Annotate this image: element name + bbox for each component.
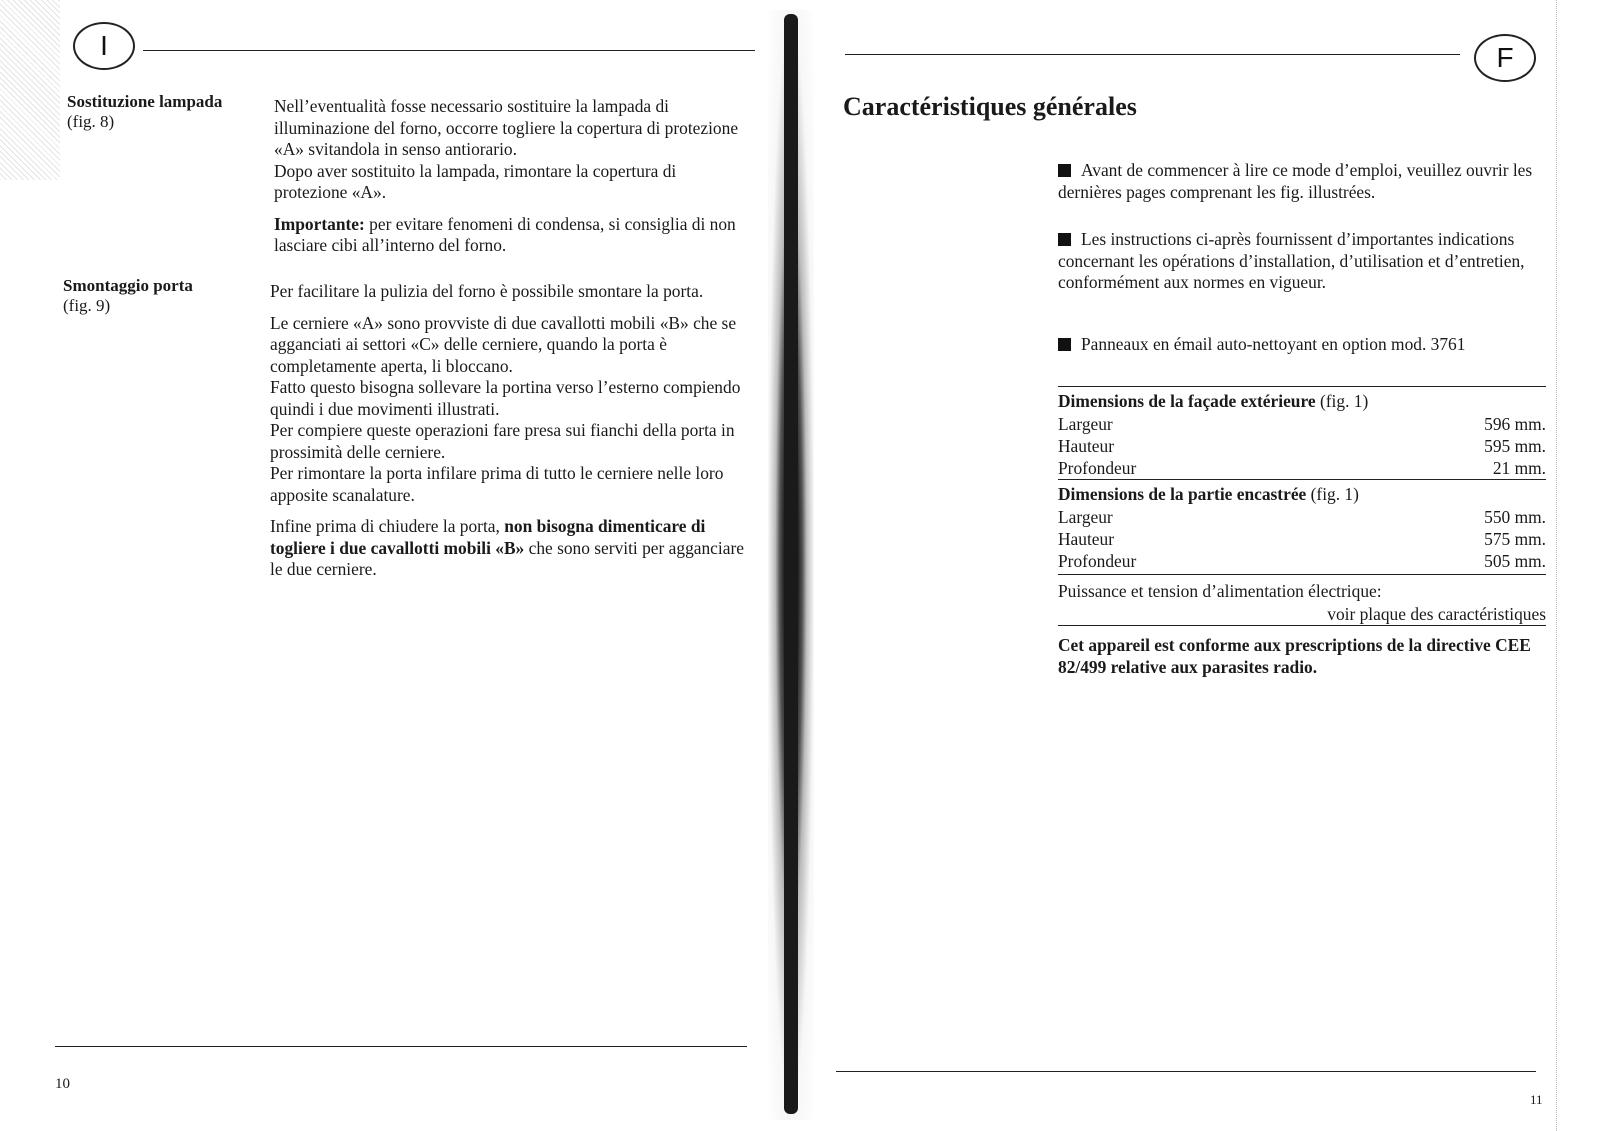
spec-value: 595 mm. <box>1484 436 1546 456</box>
important-label: Importante: <box>274 213 365 234</box>
paragraph: Per compiere queste operazioni fare presa sui fianchi della porta in prossimità delle cerniere. <box>270 420 735 462</box>
spec-row <box>1058 457 1546 479</box>
spec-label: Hauteur <box>1058 436 1115 456</box>
bullet-item <box>1058 160 1544 203</box>
spec-group-heading <box>1058 387 1546 413</box>
paragraph: Fatto questo bisogna sollevare la portina verso l’esterno compiendo quindi i due movimenti illustrati. <box>270 377 741 419</box>
paragraph: Per facilitare la pulizia del forno è possibile smontare la porta. <box>270 281 704 301</box>
spec-value: 21 mm. <box>1492 458 1546 478</box>
power-value: voir plaque des caractéristiques <box>1327 604 1546 624</box>
spec-fig: (fig. 1) <box>1319 391 1369 411</box>
heading-text: Sostituzione lampada <box>67 92 223 111</box>
square-bullet-icon <box>1058 233 1071 246</box>
final-paragraph <box>270 516 750 581</box>
conformity-note: Cet appareil est conforme aux prescriptions de la directive CEE 82/499 relative aux parasites radio. <box>1058 635 1531 677</box>
final-bold: non bisogna dimenticare di togliere i due cavallotti mobili «B» <box>270 516 706 558</box>
paragraph: Le cerniere «A» sono provviste di due cavallotti mobili «B» che se agganciati ai settori «C» delle cerniere, quando la porta è completamente aperta, li bloccano. <box>270 312 737 376</box>
bullet-item <box>1058 334 1558 356</box>
square-bullet-icon <box>1058 164 1071 177</box>
header-rule <box>845 54 1460 55</box>
power-label: Puissance et tension d’alimentation électrique: <box>1058 581 1382 601</box>
page-title: Caractéristiques générales <box>843 92 1137 121</box>
section-heading-lamp <box>67 92 257 132</box>
spec-value: 505 mm. <box>1484 551 1546 571</box>
fig-ref: (fig. 9) <box>63 296 111 315</box>
square-bullet-icon <box>1058 338 1071 351</box>
spec-label: Profondeur <box>1058 551 1137 571</box>
spec-group-heading <box>1058 480 1546 506</box>
paragraph: Nell’eventualità fosse necessario sostituire la lampada di illuminazione del forno, occorre togliere la copertura di protezione «A» svitandola in senso antiorario. <box>274 96 739 159</box>
spec-value: 550 mm. <box>1484 507 1546 527</box>
section-heading-door <box>63 276 253 316</box>
section-body-lamp <box>274 96 752 267</box>
footer-rule <box>55 1046 747 1047</box>
spec-row <box>1058 435 1546 457</box>
spec-table <box>1058 386 1546 678</box>
footer-rule <box>836 1071 1536 1072</box>
page-number: 10 <box>55 1076 70 1092</box>
bullet-item <box>1058 229 1544 294</box>
spec-fig: (fig. 1) <box>1310 484 1359 504</box>
bullet-text: Panneaux en émail auto-nettoyant en option mod. 3761 <box>1081 334 1466 354</box>
spec-row <box>1058 550 1546 572</box>
paragraph: Dopo aver sostituito la lampada, rimontare la copertura di protezione «A». <box>274 160 677 202</box>
spec-row <box>1058 506 1546 528</box>
spec-row <box>1058 528 1546 550</box>
spec-value: 575 mm. <box>1484 529 1546 549</box>
section-body-door <box>270 281 750 591</box>
header-rule <box>143 50 755 51</box>
spec-label: Hauteur <box>1058 529 1115 549</box>
page-number: 11 <box>1530 1092 1543 1107</box>
language-badge-italian: I <box>73 22 135 70</box>
book-gutter-spine <box>784 14 798 1114</box>
spec-label: Largeur <box>1058 414 1113 434</box>
page-edge <box>1556 0 1600 1131</box>
spec-label: Profondeur <box>1058 458 1137 478</box>
final-intro: Infine prima di chiudere la porta, <box>270 516 500 536</box>
scan-noise <box>0 0 60 180</box>
final-tail: che sono serviti per agganciare le due cerniere. <box>270 537 744 579</box>
bullet-text: Les instructions ci-après fournissent d’importantes indications concernant les opérations d’installation, d’utilisation et d’entretien, conformément aux normes en vigueur. <box>1058 229 1525 292</box>
bullet-text: Avant de commencer à lire ce mode d’emploi, veuillez ouvrir les dernières pages comprenant les fig. illustrées. <box>1058 160 1533 202</box>
spec-heading-text: Dimensions de la façade extérieure <box>1058 391 1316 411</box>
spec-value: 596 mm. <box>1484 414 1546 434</box>
heading-text: Smontaggio porta <box>63 276 193 295</box>
spec-heading-text: Dimensions de la partie encastrée <box>1058 484 1307 504</box>
important-text: per evitare fenomeni di condensa, si consiglia di non lasciare cibi all’interno del forno. <box>274 213 736 255</box>
language-badge-french: F <box>1474 34 1536 82</box>
fig-ref: (fig. 8) <box>67 112 115 131</box>
spec-label: Largeur <box>1058 507 1113 527</box>
important-note <box>274 214 752 257</box>
spec-row <box>1058 413 1546 435</box>
paragraph: Per rimontare la porta infilare prima di tutto le cerniere nelle loro apposite scanalature. <box>270 463 724 505</box>
